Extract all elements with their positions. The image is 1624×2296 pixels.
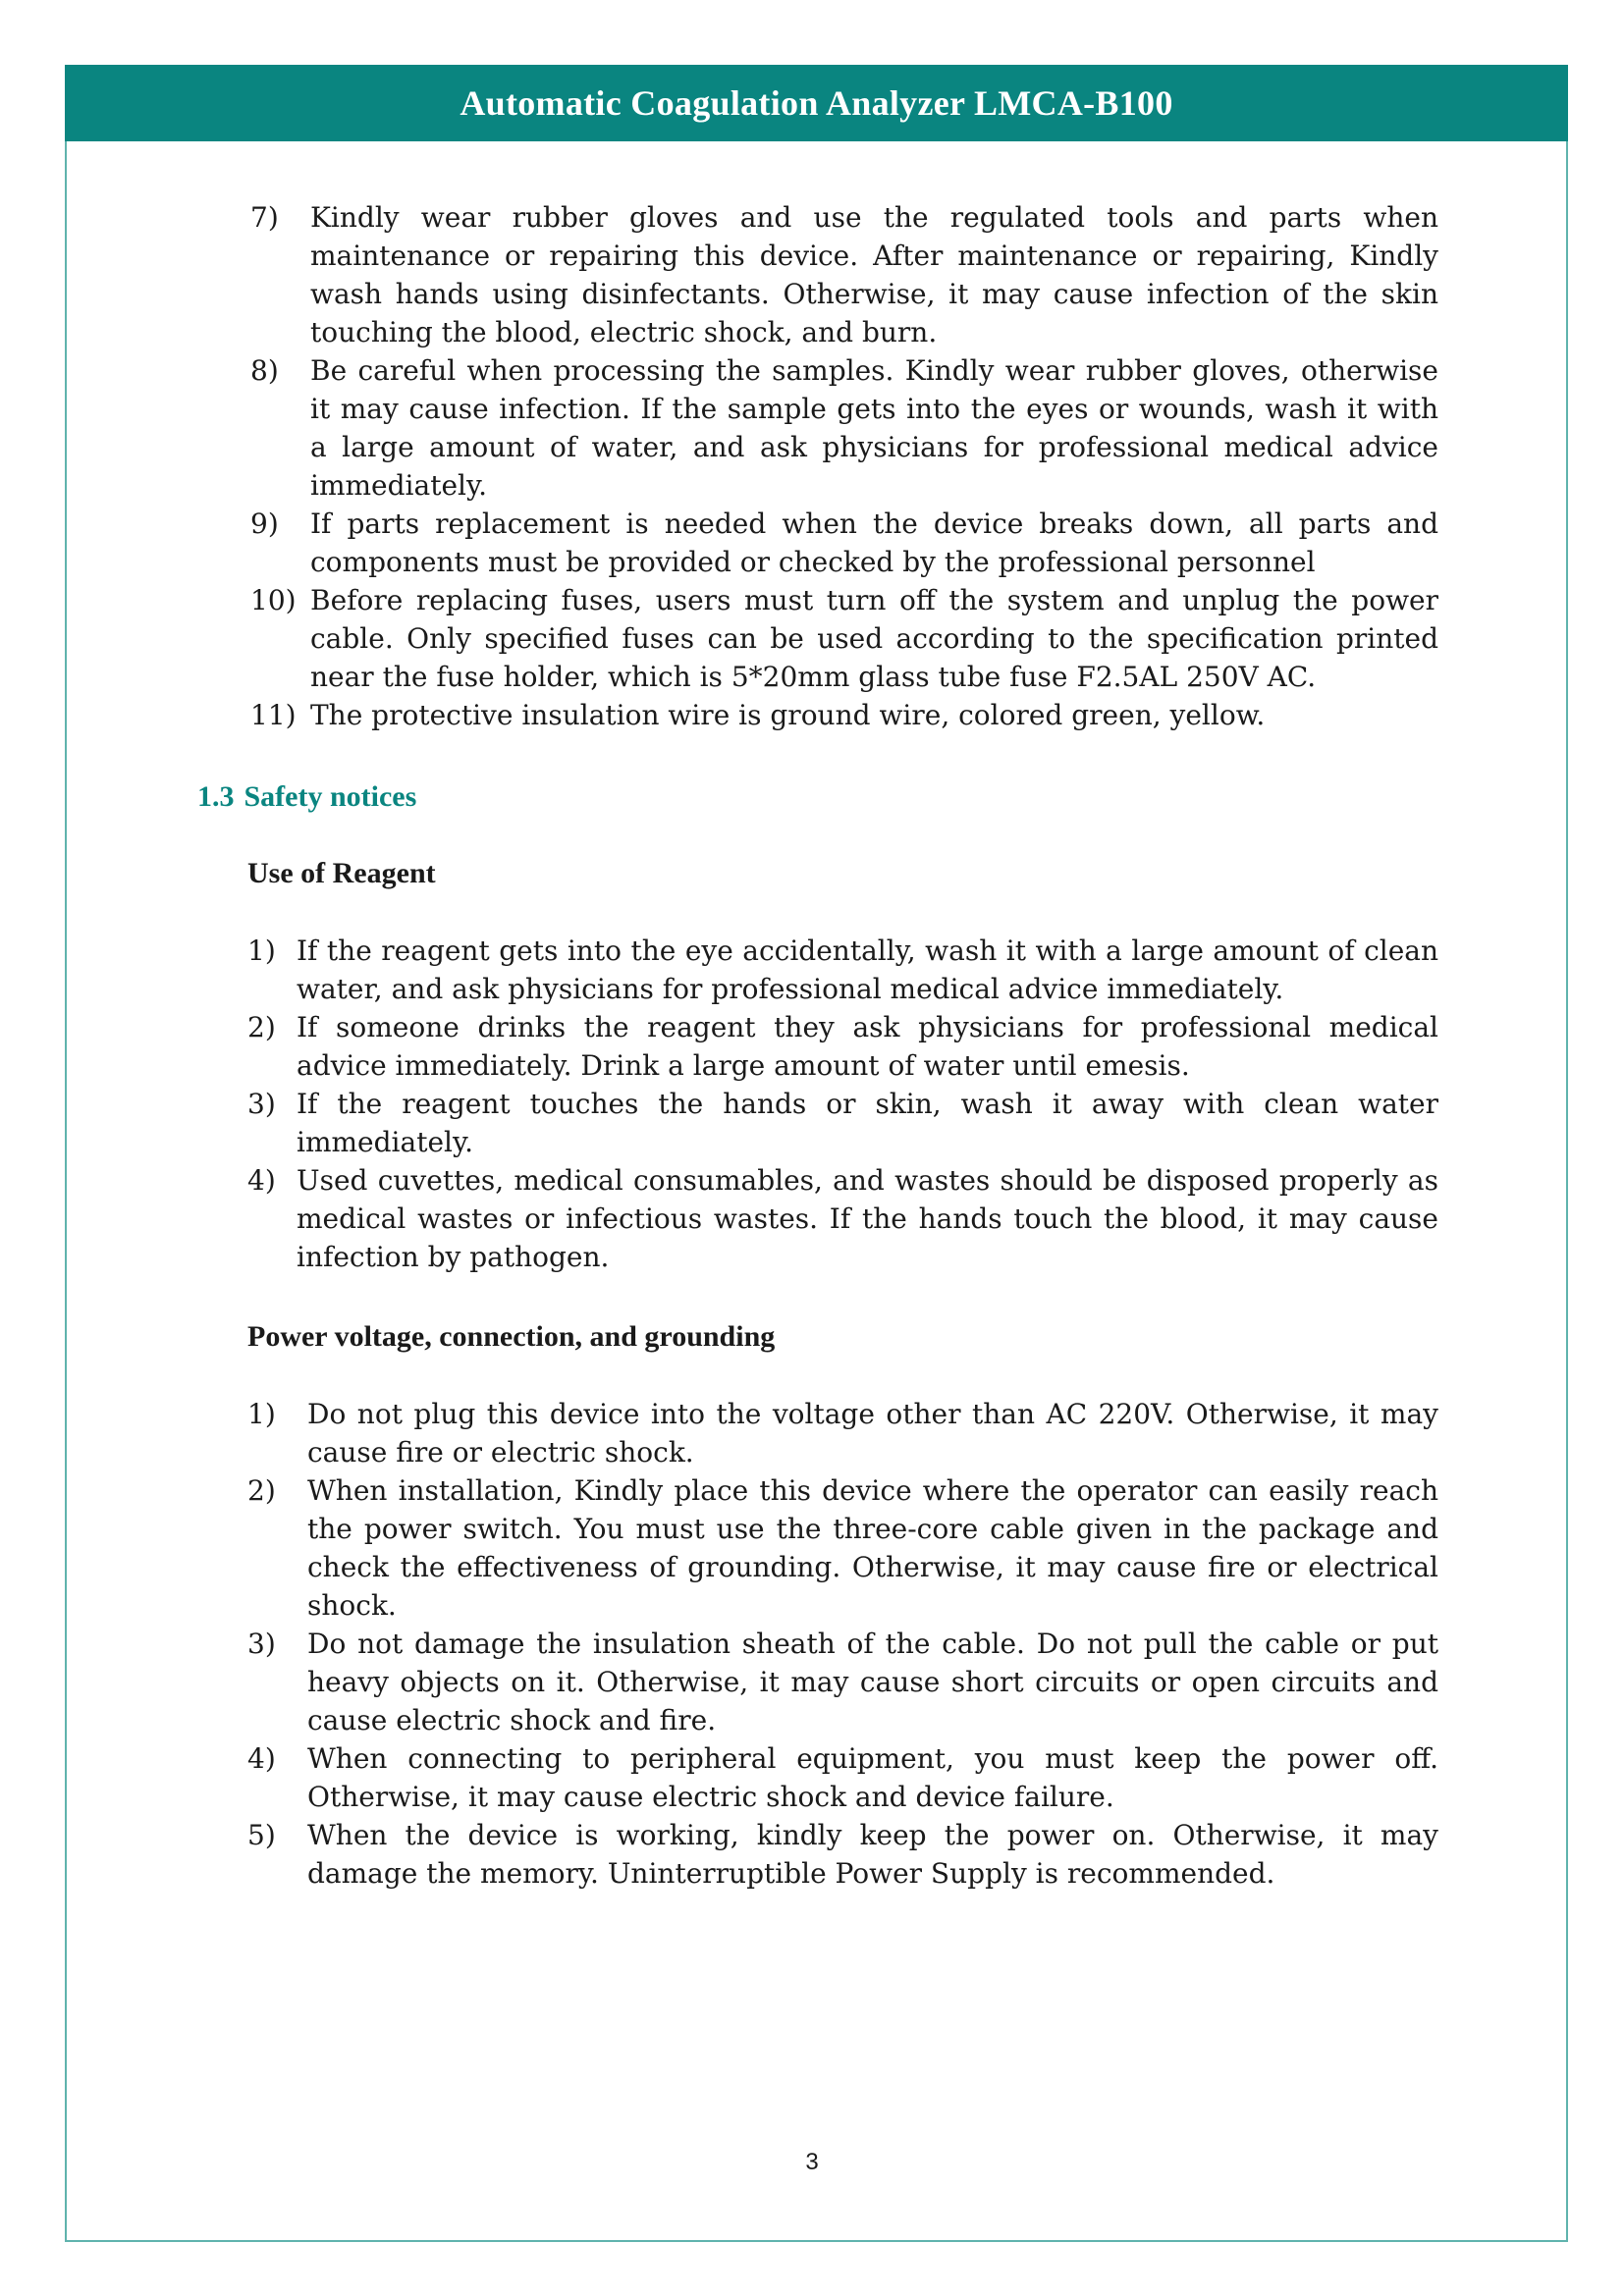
list-item xyxy=(247,1161,1438,1276)
list-item xyxy=(250,351,1438,505)
item-text: Be careful when processing the samples. Kindly wear rubber gloves, otherwise it may cause infection. If the sample gets into the eyes or wounds, wash it with a large amount of water, and ask physicians for professional medical advice immediately. xyxy=(310,354,1438,502)
item-text: If the reagent touches the hands or skin, wash it away with clean water immediately. xyxy=(297,1088,1438,1158)
item-number: 3) xyxy=(247,1628,276,1660)
item-number: 2) xyxy=(247,1474,276,1507)
item-number: 9) xyxy=(250,507,279,540)
section-title: Safety notices xyxy=(244,780,417,813)
list-item xyxy=(250,505,1438,581)
item-number: 10) xyxy=(250,584,297,616)
power-heading: Power voltage, connection, and grounding xyxy=(247,1320,776,1353)
item-number: 11) xyxy=(250,699,297,731)
list-item xyxy=(250,198,1438,351)
item-number: 3) xyxy=(247,1088,276,1120)
maintenance-list xyxy=(250,198,1438,734)
item-number: 8) xyxy=(250,354,279,387)
item-number: 4) xyxy=(247,1742,276,1775)
reagent-list xyxy=(247,932,1438,1276)
item-number: 2) xyxy=(247,1011,276,1043)
item-number: 5) xyxy=(247,1819,276,1851)
item-text: When the device is working, kindly keep the power on. Otherwise, it may damage the memory. Uninterruptible Power Supply is recommended. xyxy=(307,1819,1438,1890)
list-item xyxy=(247,1395,1438,1471)
item-text: Before replacing fuses, users must turn off the system and unplug the power cable. Only specified fuses can be used according to the specification printed near the fuse holder, which is 5*20mm glass tube fuse F2.5AL 250V AC. xyxy=(310,584,1438,693)
item-text: Do not plug this device into the voltage other than AC 220V. Otherwise, it may cause fire or electric shock. xyxy=(307,1398,1438,1468)
item-text: If someone drinks the reagent they ask physicians for professional medical advice immediately. Drink a large amount of water until emesis. xyxy=(297,1011,1438,1082)
section-number: 1.3 xyxy=(197,780,235,813)
list-item xyxy=(247,1471,1438,1625)
header-bar xyxy=(65,65,1568,141)
page-number: 3 xyxy=(805,2149,819,2175)
item-text: When installation, Kindly place this device where the operator can easily reach the power switch. You must use the three-core cable given in the package and check the effectiveness of grounding. Otherwise, it may cause fire or electrical shock. xyxy=(307,1474,1438,1622)
list-item xyxy=(247,1085,1438,1161)
item-text: When connecting to peripheral equipment, you must keep the power off. Otherwise, it may cause electric shock and device failure. xyxy=(307,1742,1438,1813)
power-list xyxy=(247,1395,1438,1893)
list-item xyxy=(247,1008,1438,1085)
list-item xyxy=(247,1625,1438,1739)
item-text: Used cuvettes, medical consumables, and wastes should be disposed properly as medical wastes or infectious wastes. If the hands touch the blood, it may cause infection by pathogen. xyxy=(297,1164,1438,1273)
reagent-heading: Use of Reagent xyxy=(247,857,436,889)
list-item xyxy=(247,932,1438,1008)
list-item xyxy=(247,1739,1438,1816)
list-item xyxy=(250,581,1438,696)
item-text: The protective insulation wire is ground wire, colored green, yellow. xyxy=(310,699,1266,731)
item-text: Do not damage the insulation sheath of the cable. Do not pull the cable or put heavy objects on it. Otherwise, it may cause short circuits or open circuits and cause electric shock and fire. xyxy=(307,1628,1438,1736)
list-item xyxy=(250,696,1438,734)
item-number: 1) xyxy=(247,1398,276,1430)
document-title: Automatic Coagulation Analyzer LMCA-B100 xyxy=(460,83,1173,123)
item-number: 1) xyxy=(247,934,276,967)
item-text: If the reagent gets into the eye accidentally, wash it with a large amount of clean water, and ask physicians for professional medical advice immediately. xyxy=(297,934,1438,1005)
list-item xyxy=(247,1816,1438,1893)
section-heading xyxy=(197,777,416,816)
item-text: Kindly wear rubber gloves and use the regulated tools and parts when maintenance or repairing this device. After maintenance or repairing, Kindly wash hands using disinfectants. Otherwise, it may cause infection of the skin touching the blood, electric shock, and burn. xyxy=(310,201,1438,348)
item-text: If parts replacement is needed when the device breaks down, all parts and components must be provided or checked by the professional personnel xyxy=(310,507,1438,578)
item-number: 7) xyxy=(250,201,279,234)
item-number: 4) xyxy=(247,1164,276,1197)
